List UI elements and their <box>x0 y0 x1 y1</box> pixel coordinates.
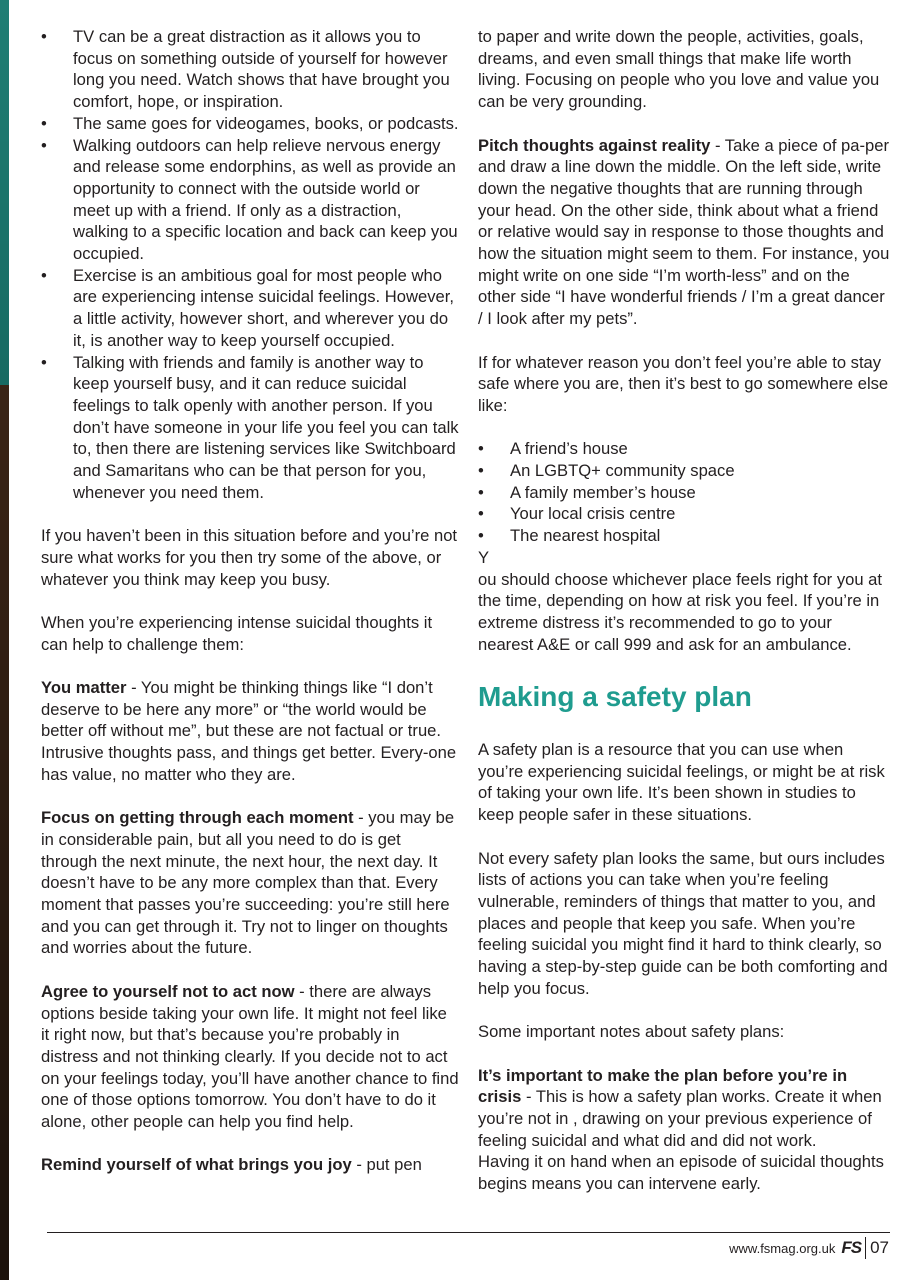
paragraph-choose-place: ou should choose whichever place feels right for you at the time, depending on how at risk you feel. If you’re in extreme distress it’s recommended to go to your nearest A&E or call 999 and ask for an ambulance. <box>478 569 883 654</box>
paragraph-act-now <box>41 981 459 1133</box>
run-in-heading: Focus on getting through each moment <box>41 808 354 828</box>
safe-places-list <box>478 438 890 547</box>
list-item: • Your local crisis centre <box>478 503 890 525</box>
paragraph-body: - This is how a safety plan works. Create it when you’re not in , drawing on your previous experience of feeling suicidal and what did and did not work. <box>478 1087 882 1150</box>
list-item: • Exercise is an ambitious goal for most people who are experiencing intense suicidal feelings. However, a little activity, however short, and wherever you do it, is another way to keep yourself occupied. <box>41 265 459 352</box>
edge-strip-photo <box>0 385 9 1280</box>
edge-strip-teal <box>0 0 9 385</box>
right-column <box>478 26 890 1216</box>
list-item: • An LGBTQ+ community space <box>478 460 890 482</box>
run-in-heading: Pitch thoughts against reality <box>478 135 711 155</box>
footer-url[interactable]: www.fsmag.org.uk <box>729 1240 836 1256</box>
run-in-heading: Agree to yourself not to act now <box>41 981 295 1001</box>
paragraph-body: - put pen <box>351 1155 422 1175</box>
paragraph-joy <box>41 1154 459 1176</box>
list-item: • The nearest hospital <box>478 525 890 547</box>
paragraph-body: - you may be in considerable pain, but all you need to do is get through the next minute, the next hour, the next day. It doesn’t have to be any more complex than that. Every moment that passes you’re succeeding: you’re still here and you can get through it. Try not to linger on thoughts and worries about the future. <box>41 808 455 958</box>
page-footer <box>729 1236 889 1260</box>
list-item: • TV can be a great distraction as it allows you to focus on something outside of yourself for however long you need. Watch shows that have brought you comfort, hope, or inspiration. <box>41 26 459 113</box>
list-item: • Talking with friends and family is another way to keep yourself busy, and it can reduce suicidal feelings to talk openly with another person. If you don’t have someone in your life you feel you can talk to, then there are listening services like Switchboard and Samaritans who can be that person for you, whenever you need them. <box>41 352 459 504</box>
paragraph-body: - there are always options beside taking your own life. It might not feel like it right now, but that’s because you’re probably in distress and not thinking clearly. If you decide not to act on your feelings today, you’ll have another chance to find one of those options tomorrow. You don’t have to do it alone, other people can help you find help. <box>41 981 459 1132</box>
paragraph-body: - Take a piece of pa-per and draw a line down the middle. On the left side, write down the negative thoughts that are running through your head. On the other side, think about what a friend or relative would say in response to those thoughts and how the situation might seem to them. For instance, you might write on one side “I’m worth-less” and on the other side “I have wonderful friends / I’m a great dancer / I look after my pets”. <box>478 135 890 329</box>
left-column <box>41 26 459 1198</box>
paragraph-plan-definition: A safety plan is a resource that you can use when you’re experiencing suicidal feelings, or might be at risk of taking your own life. It’s been shown in studies to keep people safer in these situations. <box>478 740 885 825</box>
run-in-heading: It’s important to make the plan before you’re in crisis <box>478 1065 848 1107</box>
paragraph-you-matter <box>41 677 459 786</box>
paragraph-challenge: When you’re experiencing intense suicidal thoughts it can help to challenge them: <box>41 612 433 654</box>
page-number: 07 <box>870 1238 889 1257</box>
stray-letter: Y <box>478 547 490 567</box>
run-in-heading: You matter <box>41 678 127 698</box>
footer-rule <box>47 1232 890 1233</box>
paragraph-each-moment <box>41 807 459 959</box>
distraction-list <box>41 26 459 503</box>
paragraph-safe-places-intro: If for whatever reason you don’t feel you’re able to stay safe where you are, then it’s best to go somewhere else like: <box>478 352 889 415</box>
section-heading: Making a safety plan <box>478 681 752 713</box>
footer-divider <box>865 1237 866 1259</box>
list-item: • A family member’s house <box>478 482 890 504</box>
run-in-heading: Remind yourself of what brings you joy <box>41 1155 352 1175</box>
paragraph-pitch-thoughts <box>478 135 890 330</box>
paragraph-joy-continued: to paper and write down the people, activities, goals, dreams, and even small things that make life worth living. Focusing on people who you love and value you can be very grounding. <box>478 27 880 112</box>
list-item: • A friend’s house <box>478 438 890 460</box>
paragraph-body: - You might be thinking things like “I don’t deserve to be here any more” or “the world would be better off without me”, but these are not factual or true. Intrusive thoughts pass, and things get better. Every-one has value, no matter who they are. <box>41 678 457 784</box>
fs-logo: FS <box>841 1238 862 1257</box>
paragraph-situation: If you haven’t been in this situation before and you’re not sure what works for you then try some of the above, or whatever you think may keep you busy. <box>41 526 458 589</box>
list-item: • The same goes for videogames, books, or podcasts. <box>41 113 459 135</box>
paragraph-plan-contents: Not every safety plan looks the same, but ours includes lists of actions you can take when you’re feeling vulnerable, reminders of things that matter to you, and places and people that keep you safe. When you’re feeling suicidal you might find it hard to think clearly, so having a step-by-step guide can be both comforting and help you focus. <box>478 848 888 998</box>
paragraph-plan-notes: Some important notes about safety plans: <box>478 1022 785 1042</box>
list-item: • Walking outdoors can help relieve nervous energy and release some endorphins, as well as provide an opportunity to connect with the outside world or meet up with a friend. If only as a distraction, walking to a specific location and back can keep you occupied. <box>41 135 459 265</box>
paragraph-before-crisis <box>478 1065 890 1195</box>
paragraph-body: Having it on hand when an episode of suicidal thoughts begins means you can intervene early. <box>478 1152 884 1194</box>
